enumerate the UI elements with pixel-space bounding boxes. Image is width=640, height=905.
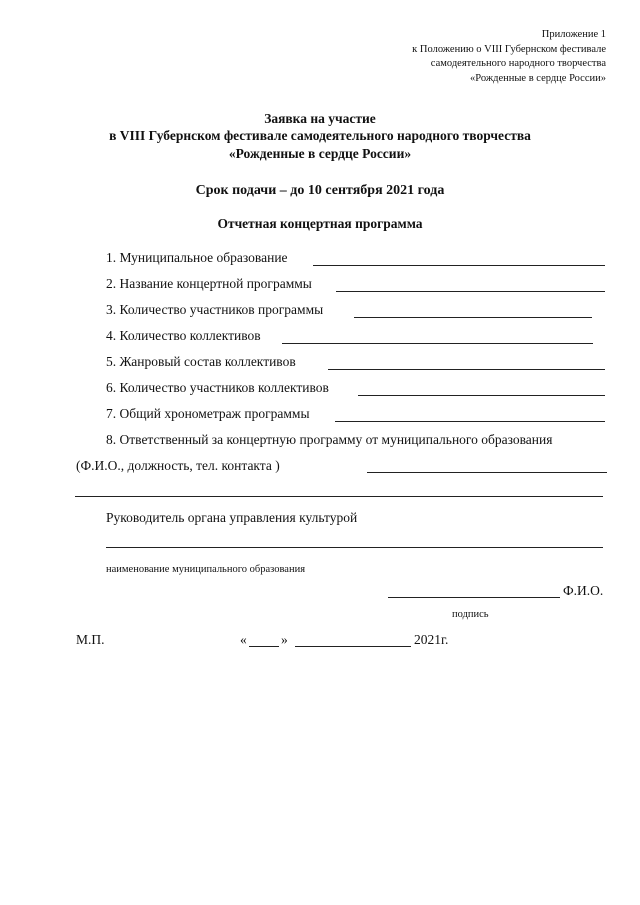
field-label-genre-composition: 5. Жанровый состав коллективов xyxy=(106,354,296,369)
field-label-collectives-count: 4. Количество коллективов xyxy=(106,328,261,343)
date-open-quote: « xyxy=(240,632,247,647)
date-close-quote: » xyxy=(281,632,288,647)
field-input-contact[interactable] xyxy=(367,472,607,473)
appendix-line: «Рожденные в сердце России» xyxy=(470,72,606,84)
field-label-program-participants: 3. Количество участников программы xyxy=(106,302,324,317)
document-title-festival-name: «Рожденные в сердце России» xyxy=(228,146,412,161)
head-of-culture-label: Руководитель органа управления культурой xyxy=(106,510,358,525)
contact-label: (Ф.И.О., должность, тел. контакта ) xyxy=(76,458,280,473)
field-input-duration[interactable] xyxy=(335,421,605,422)
signature-caption: подпись xyxy=(452,609,489,620)
field-label-duration: 7. Общий хронометраж программы xyxy=(106,406,310,421)
appendix-block xyxy=(412,28,606,86)
field-input-genre-composition[interactable] xyxy=(328,369,605,370)
stamp-label: М.П. xyxy=(76,632,105,647)
field-input-program-participants[interactable] xyxy=(354,317,592,318)
municipality-caption: наименование муниципального образования xyxy=(106,564,306,575)
section-subtitle: Отчетная концертная программа xyxy=(217,216,423,231)
field-label-program-name: 2. Название концертной программы xyxy=(106,276,312,291)
field-label-responsible-person: 8. Ответственный за концертную программу от муниципального образования xyxy=(106,432,553,447)
field-input-municipality[interactable] xyxy=(313,265,605,266)
divider-line xyxy=(75,496,603,497)
document-title: Заявка на участие xyxy=(264,111,376,126)
field-input-signature[interactable] xyxy=(388,597,560,598)
field-input-date-month[interactable] xyxy=(295,646,411,647)
document-title-festival: в VIII Губернском фестивале самодеятельного народного творчества xyxy=(109,128,531,143)
field-input-head-municipality[interactable] xyxy=(106,547,603,548)
field-input-collectives-count[interactable] xyxy=(282,343,593,344)
submission-deadline: Срок подачи – до 10 сентября 2021 года xyxy=(195,183,445,198)
field-input-collective-participants[interactable] xyxy=(358,395,605,396)
appendix-line: Приложение 1 xyxy=(541,29,606,40)
appendix-line: к Положению о VIII Губернском фестивале xyxy=(412,43,606,55)
field-label-municipality: 1. Муниципальное образование xyxy=(106,250,288,265)
fio-label: Ф.И.О. xyxy=(563,583,604,598)
field-input-program-name[interactable] xyxy=(336,291,605,292)
field-input-date-day[interactable] xyxy=(249,646,279,647)
appendix-line: самодеятельного народного творчества xyxy=(430,58,606,69)
field-label-collective-participants: 6. Количество участников коллективов xyxy=(106,380,329,395)
date-year: 2021г. xyxy=(414,632,449,647)
